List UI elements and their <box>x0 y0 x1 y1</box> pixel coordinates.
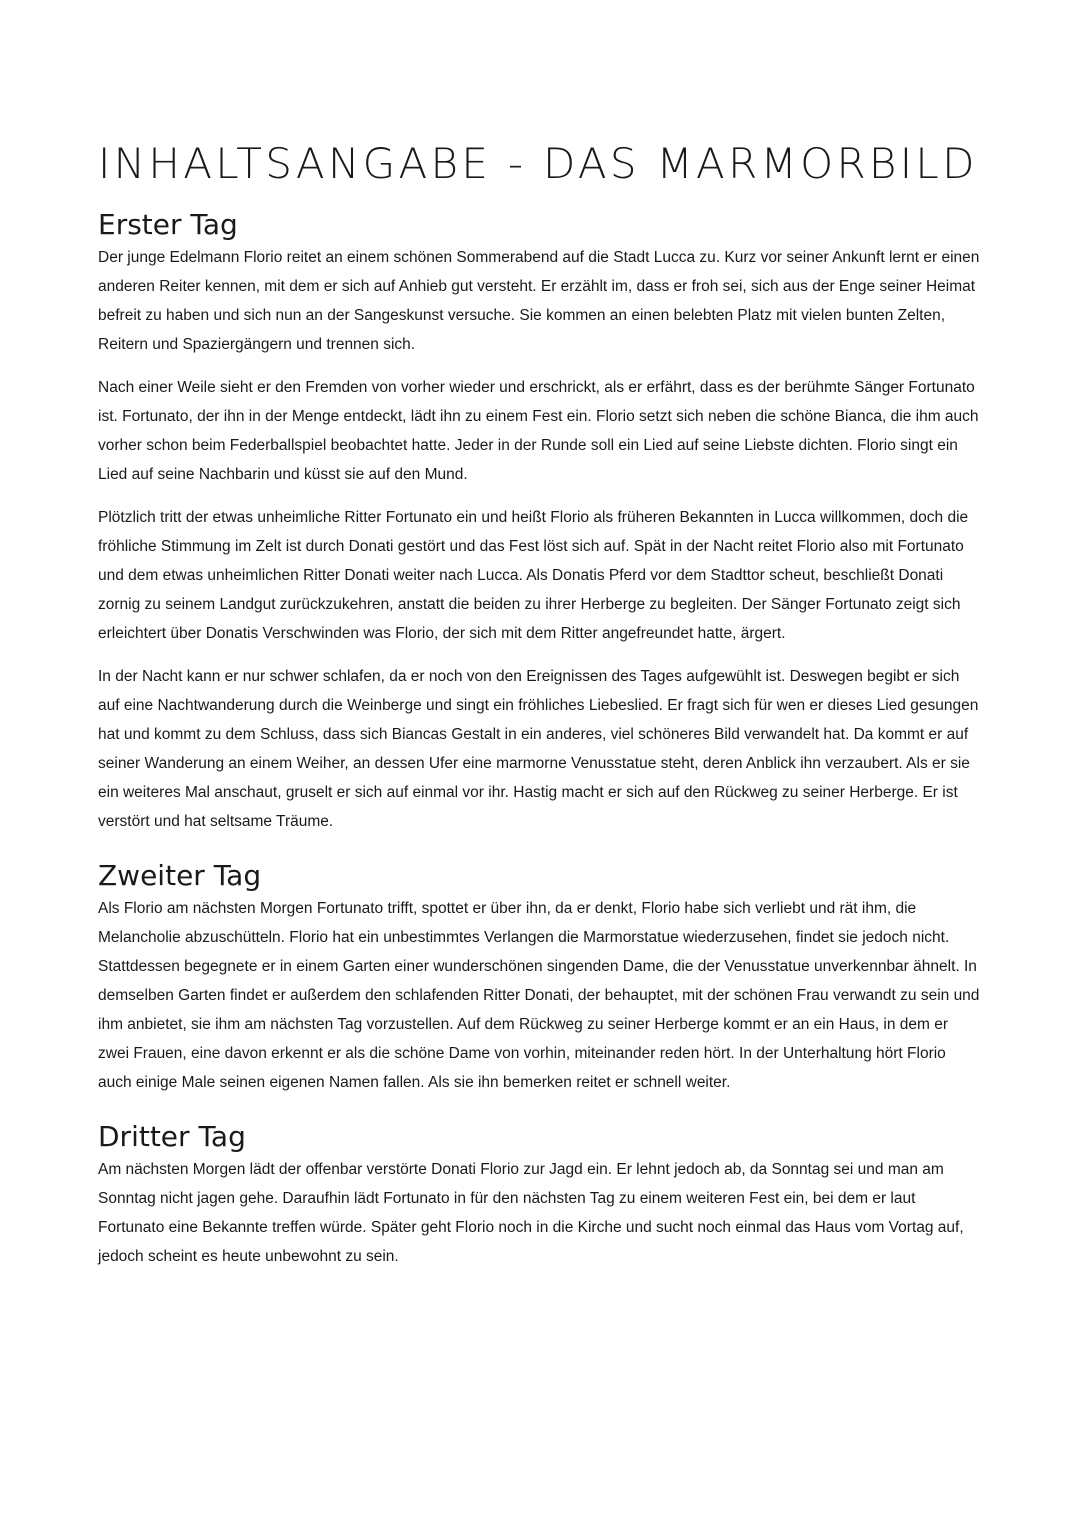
document-title: INHALTSANGABE - DAS MARMORBILD <box>98 139 978 188</box>
paragraph: Am nächsten Morgen lädt der offenbar verstörte Donati Florio zur Jagd ein. Er lehnt jedoch ab, da Sonntag sei und man am Sonntag nicht jagen gehe. Daraufhin lädt Fortunato in für den nächsten Tag zu einem weiteren Fest ein, bei dem er laut Fortunato eine Bekannte treffen würde. Später geht Florio noch in die Kirche und sucht noch einmal das Haus vom Vortag auf, jedoch scheint es heute unbewohnt zu sein. <box>98 1161 964 1265</box>
paragraph: Plötzlich tritt der etwas unheimliche Ritter Fortunato ein und heißt Florio als früheren Bekannten in Lucca willkommen, doch die fröhliche Stimmung im Zelt ist durch Donati gestört und das Fest löst sich auf. Spät in der Nacht reitet Florio also mit Fortunato und dem etwas unheimlichen Ritter Donati weiter nach Lucca. Als Donatis Pferd vor dem Stadttor scheut, beschließt Donati zornig zu seinem Landgut zurückzukehren, anstatt die beiden zu ihrer Herberge zu begleiten. Der Sänger Fortunato zeigt sich erleichtert über Donatis Verschwinden was Florio, der sich mit dem Ritter angefreundet hatte, ärgert. <box>98 509 969 642</box>
section-erster-tag <box>98 207 982 836</box>
paragraph: In der Nacht kann er nur schwer schlafen, da er noch von den Ereignissen des Tages aufgewühlt ist. Deswegen begibt er sich auf eine Nachtwanderung durch die Weinberge und singt ein fröhliches Liebeslied. Er fragt sich für wen er dieses Lied gesungen hat und kommt zu dem Schluss, dass sich Biancas Gestalt in ein anderes, viel schöneres Bild verwandelt hat. Da kommt er auf seiner Wanderung an einem Weiher, an dessen Ufer eine marmorne Venusstatue steht, deren Anblick ihn verzaubert. Als er sie ein weiteres Mal anschaut, gruselt er sich auf einmal vor ihr. Hastig macht er sich auf den Rückweg zu seiner Herberge. Er ist verstört und hat seltsame Träume. <box>98 668 979 830</box>
section-zweiter-tag <box>98 858 982 1097</box>
section-heading: Erster Tag <box>98 208 238 241</box>
section-heading: Dritter Tag <box>98 1120 246 1153</box>
section-heading: Zweiter Tag <box>98 859 262 892</box>
paragraph: Als Florio am nächsten Morgen Fortunato trifft, spottet er über ihn, da er denkt, Florio habe sich verliebt und rät ihm, die Melancholie abzuschütteln. Florio hat ein unbestimmtes Verlangen die Marmorstatue wiederzusehen, findet sie jedoch nicht. Stattdessen begegnete er in einem Garten einer wunderschönen singenden Dame, die der Venusstatue unverkennbar ähnelt. In demselben Garten findet er außerdem den schlafenden Ritter Donati, der behauptet, mit der schönen Frau verwandt zu sein und ihm anbietet, sie ihm am nächsten Tag vorzustellen. Auf dem Rückweg zu seiner Herberge kommt er an ein Haus, in dem er zwei Frauen, eine davon erkennt er als die schöne Dame von vorhin, miteinander reden hört. In der Unterhaltung hört Florio auch einige Male seinen eigenen Namen fallen. Als sie ihn bemerken reitet er schnell weiter. <box>98 900 980 1091</box>
paragraph: Der junge Edelmann Florio reitet an einem schönen Sommerabend auf die Stadt Lucca zu. Kurz vor seiner Ankunft lernt er einen anderen Reiter kennen, mit dem er sich auf Anhieb gut versteht. Er erzählt im, dass er froh sei, sich aus der Enge seiner Heimat befreit zu haben und sich nun an der Sangeskunst versuche. Sie kommen an einen belebten Platz mit vielen bunten Zelten, Reitern und Spaziergängern und trennen sich. <box>98 249 980 353</box>
section-dritter-tag <box>98 1119 982 1271</box>
document-page <box>98 136 982 1271</box>
paragraph: Nach einer Weile sieht er den Fremden von vorher wieder und erschrickt, als er erfährt, dass es der berühmte Sänger Fortunato ist. Fortunato, der ihn in der Menge entdeckt, lädt ihn zu einem Fest ein. Florio setzt sich neben die schöne Bianca, die ihm auch vorher schon beim Federballspiel beobachtet hatte. Jeder in der Runde soll ein Lied auf seine Liebste dichten. Florio singt ein Lied auf seine Nachbarin und küsst sie auf den Mund. <box>98 379 979 483</box>
